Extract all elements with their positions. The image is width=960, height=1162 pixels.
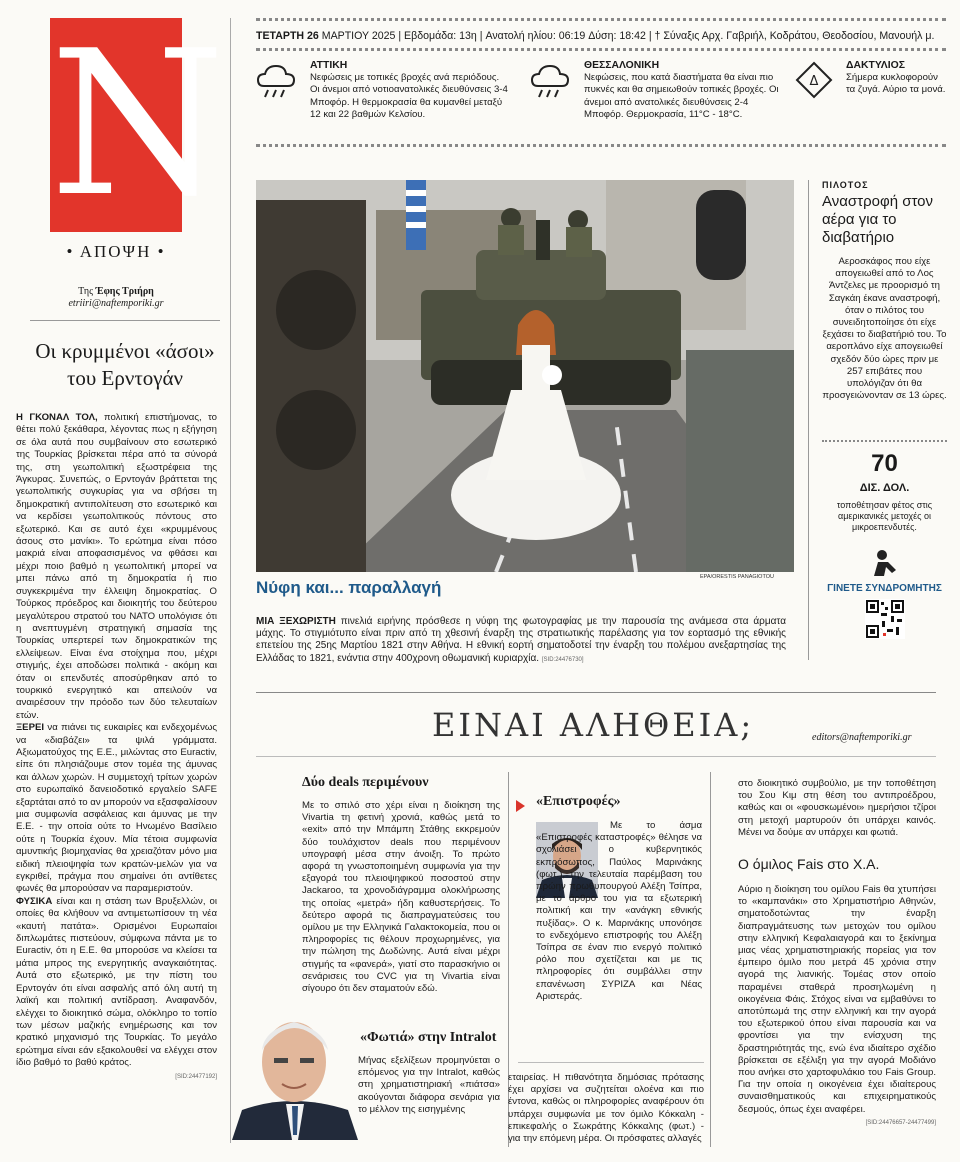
opinion-sid: [SID:24477192] — [175, 1073, 217, 1080]
weather-ring-road — [846, 60, 946, 97]
author-email[interactable]: etriiri@naftemporiki.gr — [68, 298, 164, 309]
weather-text: Νεφώσεις με τοπικές βροχές ανά περιόδους. Οι άνεμοι από νοτιοανατολικές διευθύνσεις 3-4 Μποφόρ. Η θερμοκρασία θα κυμανθεί μεταξύ 12 και 22 βαθμών Κελσίου. — [310, 72, 508, 120]
section-email[interactable]: editors@naftemporiki.gr — [812, 732, 912, 743]
author-byline — [50, 286, 182, 310]
stat-unit: ΔΙΣ. ΔΟΛ. — [859, 482, 910, 494]
opinion-paragraph-3: είναι και η στάση των Βρυξελλών, οι οποίες θα κλήθουν να αντιμετωπίσουν τη νέα «καυτή πατάτα». Ορισμένοι Ευρωπαίοι διπλωμάτες πιστεύουν, σύμφωνα πάντα με το Euractiv, ότι η Ε.Ε. θα μπορούσε να κλείσει τα μάτια μπρος της ενεργητικής αναγκαιότητας. Αυτά στο εξωτερικό, με την πίστη του Ερντογάν ότι είναι ασφαλής από όλη αυτή τη λαϊκή και πολιτική αντίδραση. Αναφανδόν, ελέγχει το διοικητικό σώμα, ολόκληρο το τοπίο των μέσων μαζικής ενημέρωσης και τον κρατικό μηχανισμό της Τουρκίας. Το μεγάλο ερώτημα είναι εάν εξακολουθεί να ελέγχει στον ίδιο βαθμό το βαθύ κράτος. — [16, 895, 217, 1069]
col3-paragraph-1 — [738, 884, 936, 1129]
author-prefix: Της — [78, 286, 94, 297]
sidebar-title: Αναστροφή στον αέρα για το διαβατήριο — [822, 193, 934, 246]
section-title: ΕΙΝΑΙ ΑΛΗΘΕΙΑ; — [432, 706, 755, 744]
col1-heading-2: «Φωτιά» στην Intralot — [360, 1030, 497, 1045]
col3-paragraph-1-text: Αύριο η διοίκηση του ομίλου Fais θα χτυπήσει το «καμπανάκι» στο Χρηματιστήριο Αθηνών, σηματοδοτώντας την έναρξη διαπραγμάτευσης των μετοχών του ομίλου στην ελληνική Κεφαλαιαγορά και το ξεκίνημα μιας νέας χρηματιστηριακής πορείας για τον έμπειρο όμιλο που μετρά 45 χρόνια στην αγορά της λιανικής. Τομέας στον οποίο παραμένει σταθερά προσηλωμένη η οικογένεια Φάις. Στόχος είναι να εμβαθύνει το αποτύπωμά της στην ελληνική και την αγορά του εξωτερικού όπου είναι παρουσία και να φροντίσει για την ενίσχυση της δραστηριότητάς της, ενώ ένα ιδιαίτερο σχέδιο βρίσκεται σε εξέλιξη για την αγορά Μοδιάνο που ανήκει στο χαρτοφυλάκιο του Fais Group. Για την οποία η οικογένεια έχει ιδιαίτερους συναισθηματικούς και επιχειρηματικούς δεσμούς, όπως έχει αναφέρει. — [738, 884, 936, 1115]
col3-heading-1: Ο όμιλος Fais στο Χ.Α. — [738, 856, 880, 872]
weather-title: ΑΤΤΙΚΗ — [310, 60, 348, 71]
dotted-rule-top — [256, 18, 946, 21]
opinion-body — [16, 412, 217, 1083]
col2-paragraph-1-text: Με το άσμα «Επιστροφές καταστροφές» θέλησε να σχολιάσει ο κυβερνητικός εκπρόσωπος, Παύλος Μαρινάκης (φωτ.), την τελευταία παρέμβαση του πρώην πρωθυπουργού Αλέξη Τσίπρα, με το άρθρο του για τα εξωτερική πολιτική και την «ανάγκη εθνικής πυξίδας». Ο κ. Μαρινάκης υπονόησε το ενδεχόμενο επιστροφής του Αλέξη Τσίπρα σε έναν πιο ενεργό πολιτικό ρόλο που σχετίζεται και με τις πληροφορίες ότι συμβάλλει στην επανένωση ΣΥΡΙΖΑ και Νέας Αριστεράς. — [536, 820, 702, 1002]
opinion-lead-2: ΞΕΡΕΙ — [16, 722, 45, 734]
col2-rule — [518, 1062, 704, 1063]
dotted-rule-bottom — [256, 144, 946, 147]
column-divider — [710, 772, 711, 1147]
weather-title: ΔΑΚΤΥΛΙΟΣ — [846, 60, 905, 71]
col2-paragraph-2: εταιρείας. Η πιθανότητα δημόσιας πρότασης έχει αρχίσει να συζητείται ολοένα και πιο έντονα, καθώς οι πληροφορίες αναφέρουν ότι υπάρχει συμφωνία με τον όμιλο Κόκκαλη - επικεφαλής ο Σωκράτης Κόκκαλης (φωτ.) - για την επόμενη μέρα. Οι πρόσφατες αλλαγές — [508, 1072, 704, 1145]
ring-sign-icon — [794, 60, 834, 100]
sidebar-kicker: ΠΙΛΟΤΟΣ — [822, 180, 869, 190]
caption-sid: [SID:24476730] — [541, 656, 584, 663]
section-rule-lower — [256, 756, 936, 757]
date-line: ΤΕΤΑΡΤΗ 26 ΜΑΡΤΙΟΥ 2025 | Εβδομάδα: 13η | Ανατολή ηλίου: 06:19 Δύση: 18:42 | † Σύναξις Αρχ. Γαβριήλ, Κοδράτου, Θεοδοσίου, Μανουήλ μ. — [256, 30, 935, 42]
weather-text: Νεφώσεις, που κατά διαστήματα θα είναι πιο πυκνές και θα σημειωθούν τοπικές βροχές. Οι άνεμοι από ανατολικές διευθύνσεις 2-4 Μποφόρ. Θερμοκρασία, 11°C - 18°C. — [584, 72, 779, 120]
svg-text:Δ: Δ — [809, 74, 819, 89]
newspaper-logo — [50, 8, 225, 241]
col1-heading-1: Δύο deals περιμένουν — [302, 775, 429, 790]
opinion-title: Οι κρυμμένοι «άσοι» του Ερντογάν — [35, 339, 215, 390]
kokkalis-portrait — [232, 1000, 358, 1140]
weather-attica — [310, 60, 510, 121]
sidebar-divider — [808, 180, 809, 660]
rain-cloud-icon — [254, 60, 298, 104]
stat-description: τοποθέτησαν φέτος στις αμερικανικές μετοχές οι μικροεπενδυτές. — [836, 500, 933, 532]
divider — [30, 320, 220, 321]
author-name: Έφης Τριήρη — [95, 286, 154, 297]
section-rule — [256, 692, 936, 693]
caption-text: πινελιά ειρήνης πρόσθεσε η νύφη της φωτογραφίας με την παρουσία της ανάμεσα στα άρματα μάχης. Το στιγμιότυπο είναι πριν από τη χθεσινή έναρξη της στρατιωτικής παρέλασης για τον εορτασμό της εθνικής επετείου της 25ης Μαρτίου 1821 στην Αθήνα. Η εθνική εορτή σηματοδοτεί την έναρξη του πολέμου ανεξαρτησίας της Ελλάδας το 1821, ενάντια στην 400χρονη οθωμανική κυριαρχία. — [256, 616, 787, 664]
photo-credit: EPA/ORESTIS PANAGIOTOU — [700, 574, 774, 580]
col1-paragraph-1: Με το σπιλό στο χέρι είναι η διοίκηση της Vivartia τη φετινή χρονιά, καθώς μετά το «exit» από την Μπάμπη Στάθης εκκρεμούν δύο τουλάχιστον deals που περιμένουν υπογραφή μέσα στην άνοιξη. Το πρώτο αφορά τη γνωστοποιημένη συμφωνία για την εξαγορά του πλειοψηφικού ποσοστού στην Jackaroo, τα χρονοδιάγραμμα ολοκλήρωσης της οποίας «μετρά» ήδη καθυστερήσεις. Το δεύτερο αφορά τις διαπραγματεύσεις του ομίλου με την Ελληνικά Γαλακτοκομεία, που οι πληροφορίες τις θέλουν προχωρημένες, για την πώληση της Δωδώνης. Αυτά είναι μέχρι στιγμής τα «φανερά», γιατί στο παρασκήνιο οι σενάρισεις του CVC για τη Vivartia είναι σίγουρο ότι δεν σταματούν εδώ. — [302, 800, 500, 995]
col2-heading-1: «Επιστροφές» — [536, 794, 621, 809]
sunset: Δύση: 18:42 — [588, 30, 646, 42]
subscribe-label[interactable]: ΓΙΝΕΤΕ ΣΥΝΔΡΟΜΗΤΗΣ — [827, 583, 942, 594]
weather-title: ΘΕΣΣΑΛΟΝΙΚΗ — [584, 60, 660, 71]
opinion-paragraph-2: να πιάνει τις ευκαιρίες και ενδεχομένως να «διαβάζει» τα ψιλά γράμματα. Αξιωματούχος της Ε.Ε., μιλώντας στο Euractiv, είπε ότι πλησιάζουμε στον τομέα της άμυνας και άλλων χωρών. Η συμμετοχή τρίτων χωρών στο ευρωπαϊκό δανειοδοτικό εργαλείο SAFE εξαρτάται από το αν μπορούν να εξασφαλίσουν μια συμφωνία ασφάλειας και άμυνας με την Ε.Ε. - την οποία ούτε το Ηνωμένο Βασίλειο ούτε η Τουρκία έχουν. Μία τέτοια συμφωνία αμυντικής βιομηχανίας θα χρειαζόταν μόνο μια ειδική πλειοψηφία των κρατών-μελών για να εγκριθεί, πράγμα που σημαίνει ότι αντίθετες φωνές θα μπορούσαν να παραμεριστούν. — [16, 722, 217, 895]
section-label: • ΑΠΟΨΗ • — [66, 242, 166, 261]
logo-letter: N — [50, 8, 225, 241]
opinion-paragraph-1: πολιτική επιστήμονας, το θέτει πολύ ξεκάθαρα, λέγοντας πως η εξήγηση σε όλα αυτά που συμβαίνουν στο εσωτερικό της Τουρκίας βρίσκεται πέρα από τα σύνορά της, στη γεωπολιτική εξωστρέφεια της Άγκυρας. Συνεπώς, ο Ερντογάν βράττεται της γεωπολιτικής συγκυρίας για να σβήσει τη δημοκρατική αντιπολίτευση στο εσωτερικό και να κερδίσει γεωπολιτικούς πόντους στο εξωτερικό. Και σε αυτό έχει «κρυμμένους άσους στο μανίκι». Το ερώτημα είναι πόσο μακριά είναι αποφασισμένος να φθάσει και μέχρι ποιο βαθμό η γεωπολιτική μπορεί να μπει πάνω από τη δημοκρατία ή πιο συγκεκριμένα την έλλειψη δημοκρατίας. Ο Τούρκος πρόεδρος και διοικητής του δεύτερου μεγαλύτερου στρατού του ΝΑΤΟ υπολόγισε ότι η ανεπτυγμένη στρατηγική σημασία της Τουρκίας υπερτερεί των δημοκρατικών της ελλείψεων. Είναι ένα στοίχημα που, μέχρι στιγμής, έχει αποδώσει πολιτικά - ακόμη και όταν οι επενδυτές αποσύρθηκαν από το τουρκικό ενεργητικό και απειλούν να αναιρέσουν την πρόοδο των δύο τελευταίων ετών. — [16, 412, 217, 721]
column-divider — [230, 18, 231, 1143]
red-marker-icon — [516, 800, 525, 812]
subscribe-box[interactable] — [822, 548, 947, 644]
caption-lead: ΜΙΑ ΞΕΧΩΡΙΣΤΗ — [256, 616, 336, 627]
sidebar-body: Αεροσκάφος που είχε απογειωθεί από το Λος Άντζελες με προορισμό τη Σαγκάη έκανε αναστροφή, όταν ο πιλότος του συνειδητοποίησε ότι είχε ξεχάσει το διαβατήριό του. Το αεροπλάνο είχε απογειωθεί σχεδόν δύο ώρες πριν με 257 επιβάτες που υπολόγιζαν ότι θα προσγειώνονταν σε 13 ώρες. — [822, 256, 947, 402]
qr-code-icon[interactable] — [865, 599, 905, 639]
weather-text: Σήμερα κυκλοφορούν τα ζυγά. Αύριο τα μονά. — [846, 72, 946, 96]
opinion-lead-3: ΦΥΣΙΚΑ — [16, 895, 53, 907]
photo-title: Νύφη και... παραλλαγή — [256, 578, 442, 597]
col1-paragraph-2: Μήνας εξελίξεων προμηνύεται ο επόμενος για την Intralot, καθώς στη χρηματιστηριακή «πιάτσα» ακούγονται διάφορα σενάρια για το μέλλον της εισηγμένης — [358, 1055, 500, 1115]
bride-tank-photo — [256, 180, 794, 572]
saints-day: † Σύναξις Αρχ. Γαβριήλ, Κοδράτου, Θεοδοσίου, Μανουήλ μ. — [654, 30, 935, 42]
weather-thessaloniki — [584, 60, 780, 121]
photo-illustration — [256, 180, 794, 572]
dotted-rule-mid — [256, 48, 946, 51]
week-number: Εβδομάδα: 13η — [404, 30, 477, 42]
sidebar-rule — [822, 440, 947, 442]
rain-cloud-icon — [528, 60, 572, 104]
sunrise: Ανατολή ηλίου: 06:19 — [485, 30, 586, 42]
date-rest: ΜΑΡΤΙΟΥ 2025 — [318, 30, 396, 42]
reader-icon — [870, 548, 900, 578]
col3-sid: [SID:24476657-24477499] — [865, 1119, 936, 1126]
col2-paragraph-1 — [536, 820, 702, 1003]
date: ΤΕΤΑΡΤΗ 26 — [256, 30, 319, 42]
stat-number: 70 — [871, 450, 898, 477]
col3-paragraph-0: στο διοικητικό συμβούλιο, με την τοποθέτηση του Σου Κιμ στη θέση του αντιπροέδρου, καθώς και οι «φουσκωμένοι» ημερήσιοι τζίροι στη μετοχή μαρτυρούν ότι υπάρχει καινός. Μένει να δούμε αν υπάρχει και φωτιά. — [738, 778, 936, 838]
opinion-lead-1: Η ΓΚΟΝΑΛ ΤΟΛ, — [16, 412, 98, 423]
photo-caption — [256, 616, 786, 666]
